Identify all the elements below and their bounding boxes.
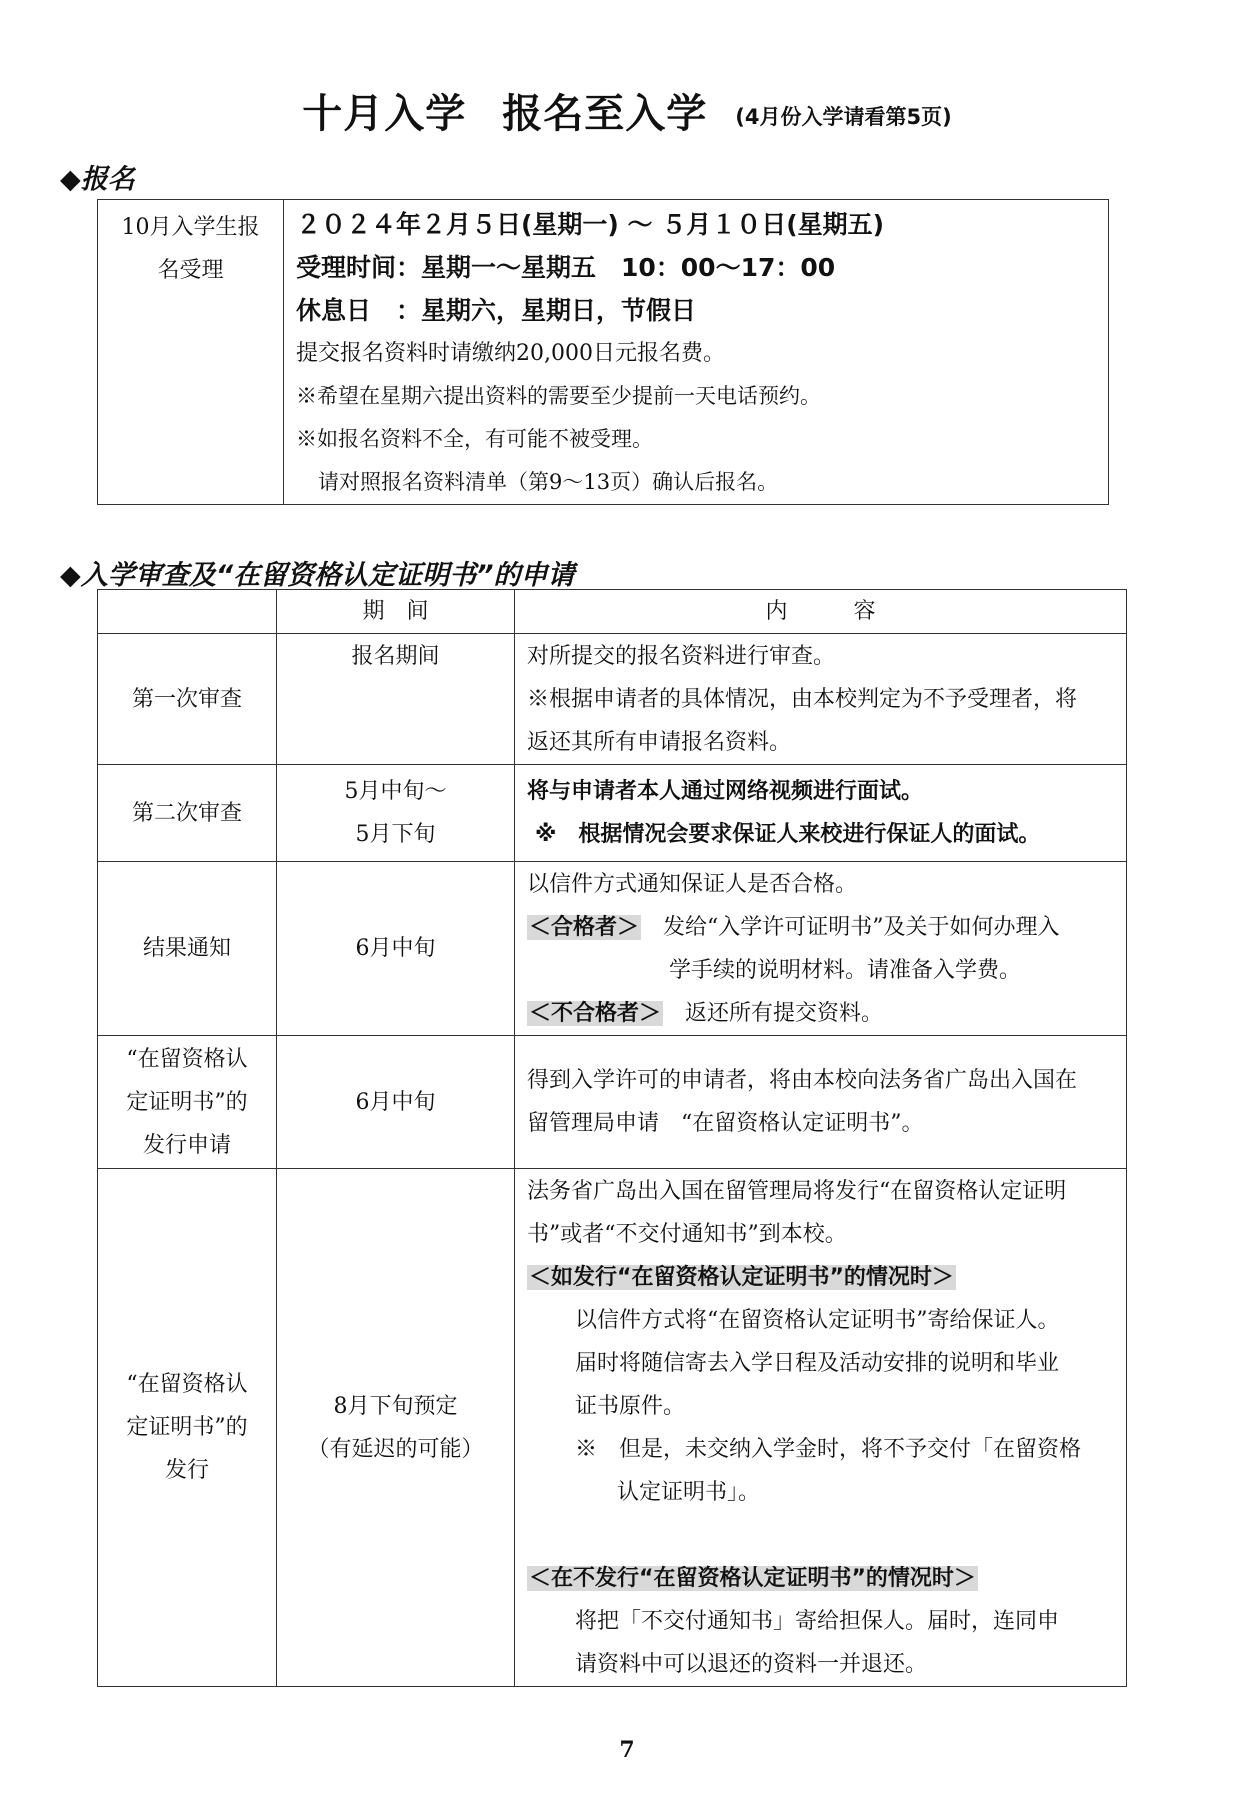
not-issued-label: ＜在不发行“在留资格认定证明书”的情况时＞ [529, 1566, 976, 1591]
fail-label: ＜不合格者＞ [529, 1001, 662, 1026]
row-content-line: 返还其所有申请报名资料。 [527, 730, 792, 755]
table-header-row [98, 590, 1127, 634]
registration-label-cell [98, 200, 284, 505]
row-period: （有延迟的可能） [307, 1436, 484, 1462]
page-number: 7 [619, 1737, 635, 1763]
row-content-line: ※ 根据情况会要求保证人来校进行保证人的面试。 [535, 822, 1041, 847]
section-heading-registration: ◆报名 [60, 164, 135, 195]
issued-line: 以信件方式将“在留资格认定证明书”寄给保证人。 [575, 1308, 1060, 1333]
row-content-line: 将与申请者本人通过网络视频进行面试。 [527, 779, 924, 804]
registration-holidays: 休息日 ：星期六，星期日，节假日 [296, 296, 697, 325]
title-main-right: 报名至入学 [502, 91, 708, 137]
header-empty-cell [98, 590, 277, 634]
row-name: “在留资格认 [126, 1046, 248, 1072]
row-period: 5月中旬～ [344, 779, 447, 804]
row-period: 报名期间 [351, 644, 440, 669]
row-name: 定证明书”的 [126, 1089, 248, 1115]
table-row [98, 1169, 1127, 1687]
registration-fee: 提交报名资料时请缴纳20,000日元报名费。 [296, 341, 725, 366]
registration-dates: ２０２４年２月５日(星期一) ～ ５月１０日(星期五) [296, 210, 885, 239]
registration-table [97, 199, 1109, 505]
issued-line: 认定证明书」。 [617, 1480, 761, 1505]
row-period-cell [277, 634, 515, 765]
row-name: 发行 [164, 1458, 209, 1483]
row-content-line: 书”或者“不交付通知书”到本校。 [527, 1222, 847, 1247]
row-content-cell [515, 862, 1127, 1036]
row-name-cell [98, 1169, 277, 1687]
page-title [0, 82, 1254, 139]
row-name: 发行申请 [142, 1132, 231, 1158]
pass-text: 学手续的说明材料。请准备入学费。 [669, 958, 1022, 983]
row-name-cell [98, 765, 277, 862]
row-period-cell [277, 1036, 515, 1169]
row-period: 6月中旬 [355, 936, 436, 961]
pass-text: 发给“入学许可证明书”及关于如何办理入 [663, 915, 1060, 940]
row-name: 结果通知 [142, 936, 231, 961]
row-period: 8月下旬预定 [333, 1393, 458, 1419]
not-issued-line: 将把「不交付通知书」寄给担保人。届时，连同申 [575, 1609, 1060, 1634]
row-period-cell [277, 765, 515, 862]
row-name: “在留资格认 [126, 1372, 248, 1397]
row-name-cell [98, 634, 277, 765]
row-content-line: ※根据申请者的具体情况，由本校判定为不予受理者，将 [527, 687, 1078, 712]
table-row [98, 1036, 1127, 1169]
row-content-cell [515, 765, 1127, 862]
issued-line: 证书原件。 [575, 1394, 686, 1419]
row-content-line: 法务省广岛出入国在留管理局将发行“在留资格认定证明 [527, 1179, 1067, 1204]
table-row [98, 634, 1127, 765]
row-content-line: 以信件方式通知保证人是否合格。 [527, 872, 858, 897]
registration-label-line: 10月入学生报 [121, 215, 260, 240]
row-content-cell [515, 1036, 1127, 1169]
registration-note: ※希望在星期六提出资料的需要至少提前一天电话预约。 [296, 384, 821, 408]
section-heading-review: ◆入学审查及“在留资格认定证明书”的申请 [60, 560, 575, 591]
registration-hours: 受理时间：星期一～星期五 10：00～17：00 [296, 253, 836, 282]
table-row [98, 862, 1127, 1036]
header-period: 期 间 [277, 590, 515, 634]
row-content-cell [515, 634, 1127, 765]
registration-note: ※如报名资料不全，有可能不被受理。 [296, 427, 653, 451]
issued-label: ＜如发行“在留资格认定证明书”的情况时＞ [529, 1265, 954, 1290]
row-content-line: 对所提交的报名资料进行审查。 [527, 644, 836, 669]
row-period: 6月中旬 [355, 1089, 436, 1115]
issued-line: 届时将随信寄去入学日程及活动安排的说明和毕业 [575, 1351, 1060, 1376]
row-period-cell [277, 1169, 515, 1687]
registration-detail-cell [284, 200, 1109, 505]
row-period-cell [277, 862, 515, 1036]
fail-text: 返还所有提交资料。 [685, 1001, 884, 1026]
row-content-line: 得到入学许可的申请者，将由本校向法务省广岛出入国在 [527, 1068, 1078, 1093]
row-name: 第二次审查 [131, 800, 242, 826]
not-issued-line: 请资料中可以退还的资料一并退还。 [575, 1652, 928, 1677]
row-name: 定证明书”的 [126, 1415, 248, 1440]
title-main-left: 十月入学 [302, 91, 467, 137]
row-period: 5月下旬 [355, 822, 436, 847]
issued-line: ※ 但是，未交纳入学金时，将不予交付「在留资格 [575, 1437, 1082, 1462]
row-content-cell [515, 1169, 1127, 1687]
row-name-cell [98, 862, 277, 1036]
registration-note: 请对照报名资料清单（第9～13页）确认后报名。 [318, 470, 779, 494]
row-name: 第一次审查 [131, 686, 242, 712]
pass-label: ＜合格者＞ [529, 915, 640, 940]
row-name-cell [98, 1036, 277, 1169]
header-content: 内 容 [515, 590, 1127, 634]
review-table [97, 589, 1127, 1687]
table-row [98, 765, 1127, 862]
row-content-line: 留管理局申请 “在留资格认定证明书”。 [527, 1111, 924, 1136]
registration-label-line: 名受理 [157, 258, 224, 283]
title-note: (4月份入学请看第5页) [735, 105, 952, 129]
